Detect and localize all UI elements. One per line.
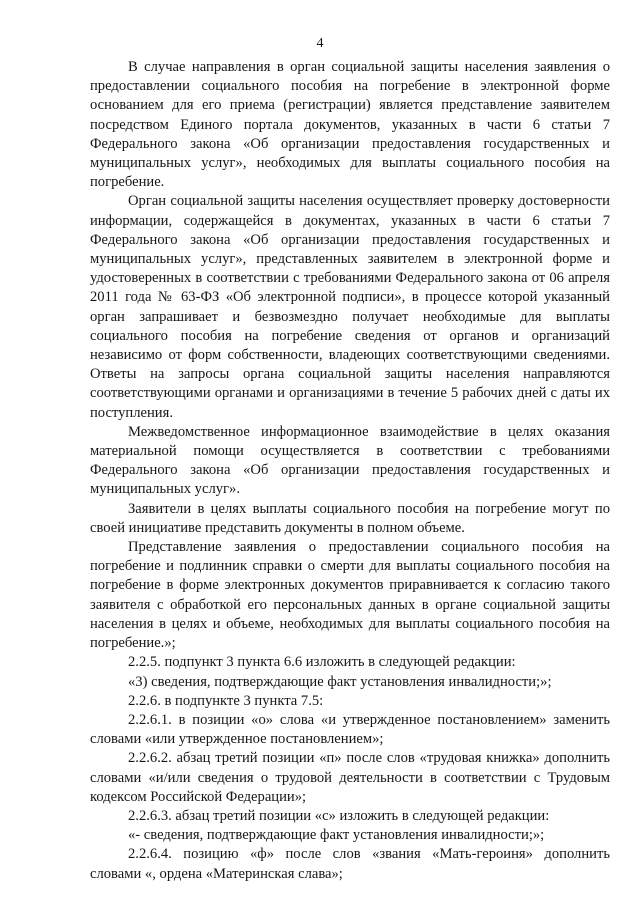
paragraph-verification: Орган социальной защиты населения осуществляет проверку достоверности информации, содержащейся в документах, указанных в части 6 статьи 7 Федерального закона «Об организации предоставления государственных и муниципальных услуг», представленных заявителем в электронной форме и удостоверенных в соответствии с требованиями Федерального закона от 06 апреля 2011 года № 63-ФЗ «Об электронной подписи», в процессе которой указанный орган запрашивает и безвозмездно получает необходимые для выплаты социального пособия на погребение сведения от органов и организаций независимо от форм собственности, владеющих соответствующими сведениями. Ответы на запросы органа социальной защиты населения направляются соответствующими органами и организациями в течение 5 рабочих дней с даты их поступления.	[90, 193, 610, 421]
paragraph-interagency-interaction: Межведомственное информационное взаимодействие в целях оказания материальной помощи осуществляется в соответствии с требованиями Федерального закона «Об организации предоставления государственных и муниципальных услуг».	[90, 423, 610, 498]
paragraph-quote-disability: «3) сведения, подтверждающие факт установления инвалидности;»;	[128, 673, 552, 690]
paragraph-item-2-2-6: 2.2.6. в подпункте 3 пункта 7.5:	[128, 692, 324, 709]
paragraph-own-initiative: Заявители в целях выплаты социального пособия на погребение могут по своей инициативе представить документы в полном объеме.	[90, 500, 610, 536]
paragraph-item-2-2-5: 2.2.5. подпункт 3 пункта 6.6 изложить в следующей редакции:	[128, 654, 516, 671]
paragraph-quote-disability-dash: «- сведения, подтверждающие факт установления инвалидности;»;	[128, 827, 545, 844]
paragraph-item-2-2-6-3: 2.2.6.3. абзац третий позиции «с» изложить в следующей редакции:	[128, 807, 550, 824]
document-body	[90, 58, 610, 884]
page-number: 4	[316, 36, 324, 51]
paragraph-item-2-2-6-4: 2.2.6.4. позицию «ф» после слов «звания «Мать-героиня» дополнить словами «, ордена «Материнская слава»;	[90, 846, 610, 882]
paragraph-electronic-application: В случае направления в орган социальной защиты населения заявления о предоставлении социального пособия на погребение в электронной форме основанием для его приема (регистрации) является представление заявителем посредством Единого портала документов, указанных в части 6 статьи 7 Федерального закона «Об организации предоставления государственных и муниципальных услуг», необходимых для выплаты социального пособия на погребение.	[90, 59, 610, 191]
paragraph-item-2-2-6-1: 2.2.6.1. в позиции «о» слова «и утвержденное постановлением» заменить словами «или утвержденное постановлением»;	[90, 711, 610, 748]
paragraph-consent: Представление заявления о предоставлении социального пособия на погребение и подлинник справки о смерти для выплаты социального пособия на погребение в форме электронных документов приравнивается к согласию такого заявителя с обработкой его персональных данных в органе социальной защиты населения в целях и объеме, необходимых для выплаты социального пособия на погребение.»;	[90, 539, 610, 652]
paragraph-item-2-2-6-2: 2.2.6.2. абзац третий позиции «п» после слов «трудовая книжка» дополнить словами «и/или сведения о трудовой деятельности в соответствии с Трудовым кодексом Российской Федерации»;	[90, 750, 610, 805]
